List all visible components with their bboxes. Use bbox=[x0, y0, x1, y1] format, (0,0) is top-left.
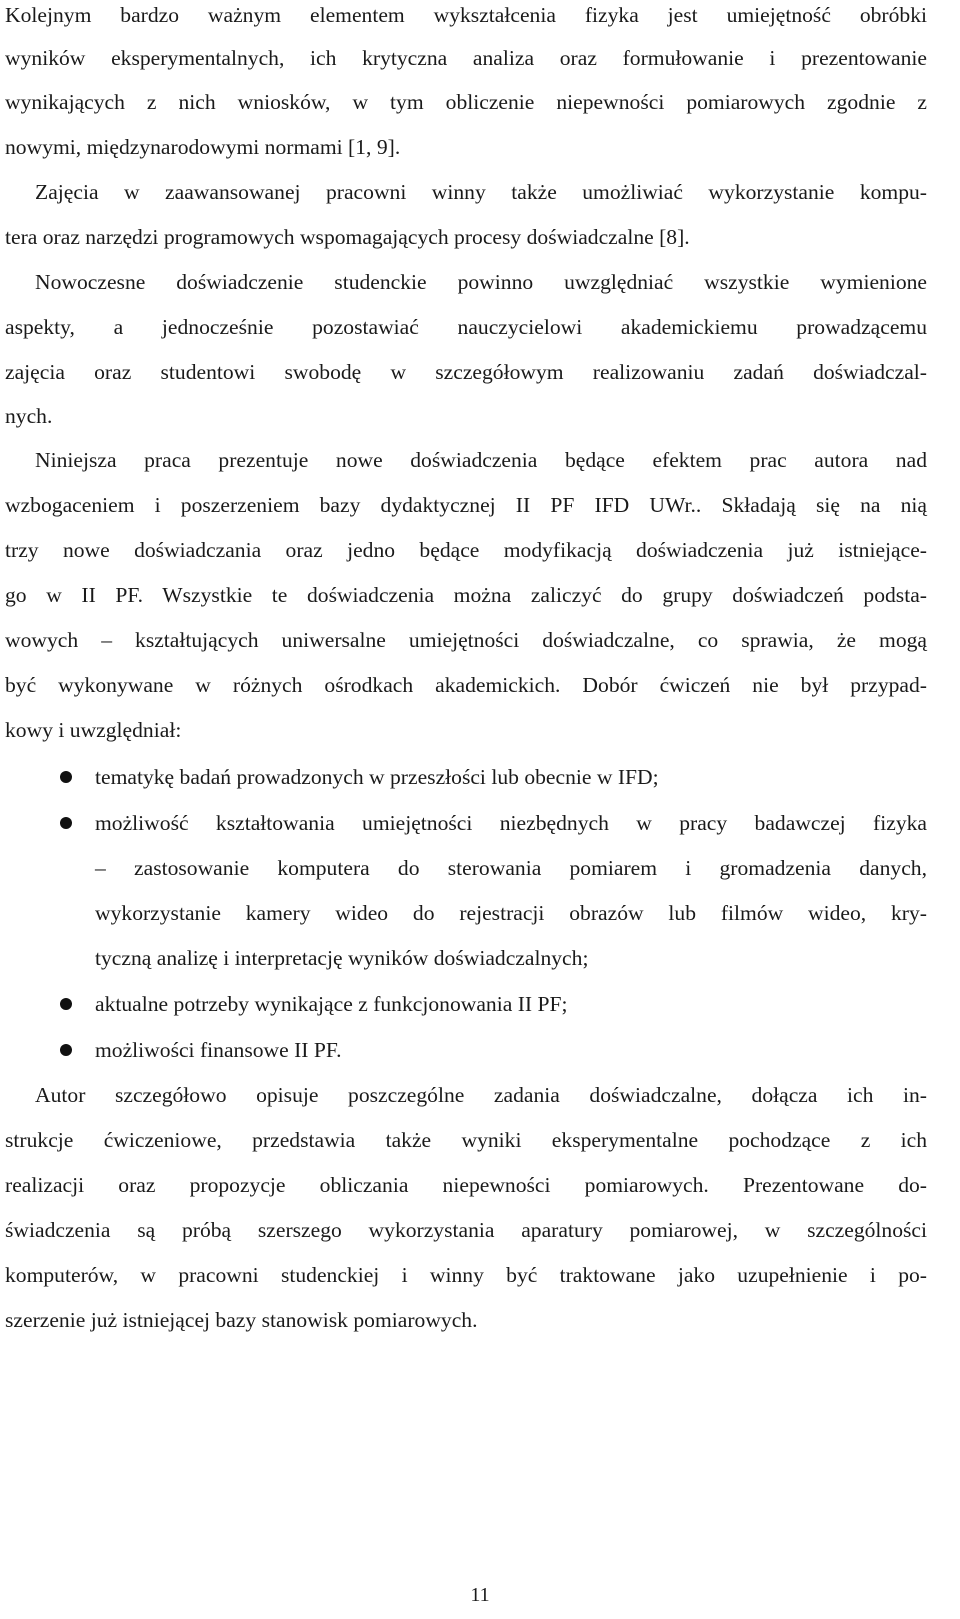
list-item-text: wykorzystanie kamery wideo do rejestracji obrazów lub filmów wideo, kry- bbox=[95, 901, 927, 925]
list-item-text: tematykę badań prowadzonych w przeszłości lub obecnie w IFD; bbox=[95, 765, 659, 789]
text-line: nych. bbox=[5, 404, 53, 428]
text-line: wynikających z nich wniosków, w tym obliczenie niepewności pomiarowych zgodnie z bbox=[5, 90, 927, 114]
bullet-icon bbox=[60, 1044, 72, 1056]
text-line: wzbogaceniem i poszerzeniem bazy dydaktycznej II PF IFD UWr.. Składają się na nią bbox=[5, 493, 927, 517]
bullet-icon bbox=[60, 817, 72, 829]
text-line: wyników eksperymentalnych, ich krytyczna analiza oraz formułowanie i prezentowanie bbox=[5, 46, 927, 70]
text-line: Niniejsza praca prezentuje nowe doświadczenia będące efektem prac autora nad bbox=[35, 448, 927, 472]
page-number: 11 bbox=[470, 1584, 490, 1606]
list-item-text: możliwości finansowe II PF. bbox=[95, 1038, 342, 1062]
text-line: być wykonywane w różnych ośrodkach akademickich. Dobór ćwiczeń nie był przypad- bbox=[5, 673, 927, 697]
text-line: go w II PF. Wszystkie te doświadczenia można zaliczyć do grupy doświadczeń podsta- bbox=[5, 583, 927, 607]
text-line: tera oraz narzędzi programowych wspomagających procesy doświadczalne [8]. bbox=[5, 225, 690, 249]
text-line: szerzenie już istniejącej bazy stanowisk pomiarowych. bbox=[5, 1308, 478, 1332]
text-line: Autor szczegółowo opisuje poszczególne zadania doświadczalne, dołącza ich in- bbox=[35, 1083, 927, 1107]
bullet-icon bbox=[60, 998, 72, 1010]
text-line: komputerów, w pracowni studenckiej i winny być traktowane jako uzupełnienie i po- bbox=[5, 1263, 927, 1287]
list-item-text: aktualne potrzeby wynikające z funkcjonowania II PF; bbox=[95, 992, 568, 1016]
text-line: Nowoczesne doświadczenie studenckie powinno uwzględniać wszystkie wymienione bbox=[35, 270, 927, 294]
list-item-text: tyczną analizę i interpretację wyników doświadczalnych; bbox=[95, 946, 589, 970]
text-line: aspekty, a jednocześnie pozostawiać nauczycielowi akademickiemu prowadzącemu bbox=[5, 315, 927, 339]
list-item-text: możliwość kształtowania umiejętności niezbędnych w pracy badawczej fizyka bbox=[95, 811, 927, 835]
text-line: kowy i uwzględniał: bbox=[5, 718, 182, 742]
text-line: Zajęcia w zaawansowanej pracowni winny także umożliwiać wykorzystanie kompu- bbox=[35, 180, 927, 204]
text-line: strukcje ćwiczeniowe, przedstawia także wyniki eksperymentalne pochodzące z ich bbox=[5, 1128, 927, 1152]
text-line: zajęcia oraz studentowi swobodę w szczegółowym realizowaniu zadań doświadczal- bbox=[5, 360, 927, 384]
text-line: realizacji oraz propozycje obliczania niepewności pomiarowych. Prezentowane do- bbox=[5, 1173, 927, 1197]
text-line: trzy nowe doświadczania oraz jedno będące modyfikacją doświadczenia już istniejące- bbox=[5, 538, 927, 562]
text-line: nowymi, międzynarodowymi normami [1, 9]. bbox=[5, 135, 401, 159]
bullet-icon bbox=[60, 771, 72, 783]
text-line: Kolejnym bardzo ważnym elementem wykształcenia fizyka jest umiejętność obróbki bbox=[5, 3, 927, 27]
text-line: świadczenia są próbą szerszego wykorzystania aparatury pomiarowej, w szczególności bbox=[5, 1218, 927, 1242]
text-line: wowych – kształtujących uniwersalne umiejętności doświadczalne, co sprawia, że mogą bbox=[5, 628, 927, 652]
list-item-text: – zastosowanie komputera do sterowania pomiarem i gromadzenia danych, bbox=[95, 856, 927, 880]
